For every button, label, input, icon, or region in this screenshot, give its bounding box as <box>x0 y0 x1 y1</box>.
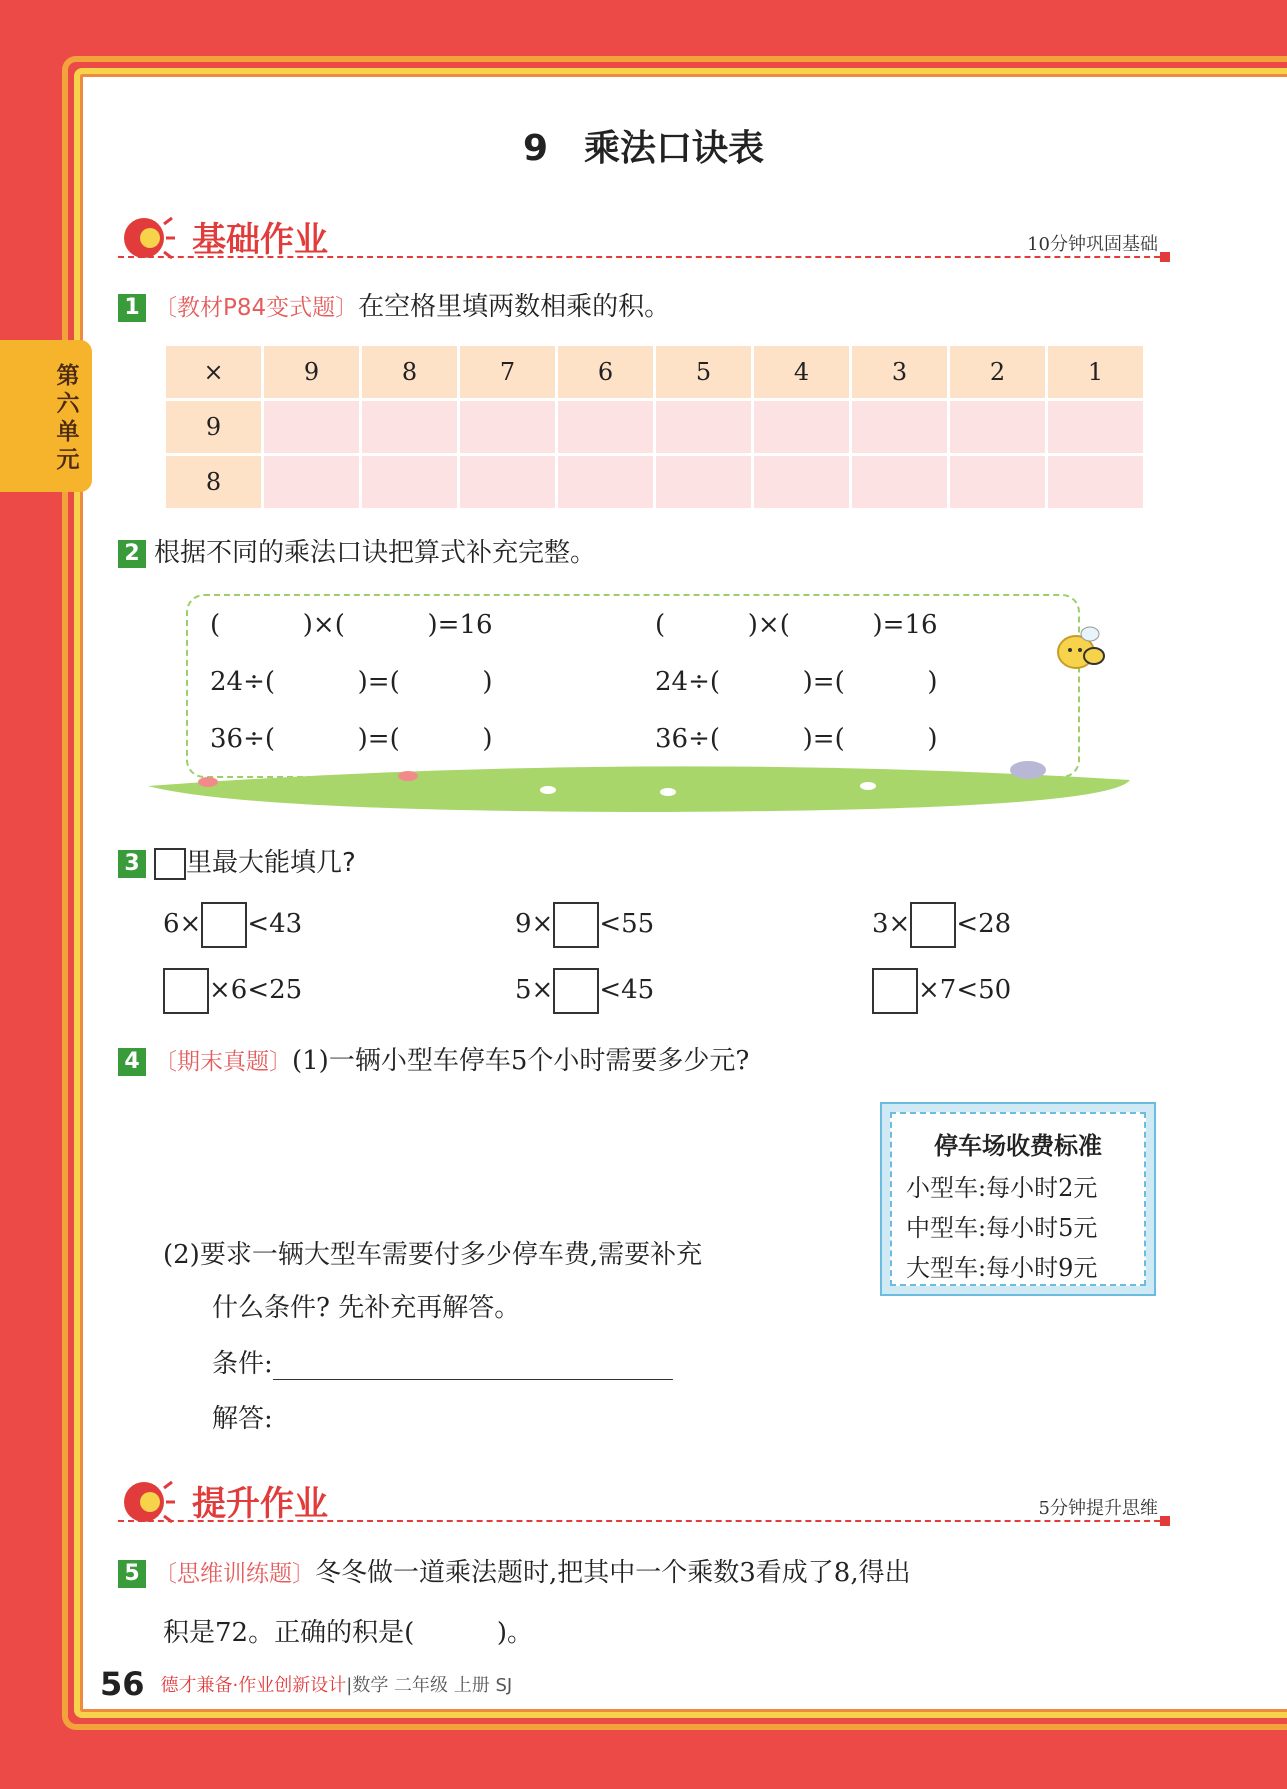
table-header-cell: 1 <box>1048 346 1143 398</box>
answer-cell[interactable] <box>362 401 457 453</box>
q2-right-line-1: ( )×( )=16 <box>655 610 938 640</box>
parking-fee-line: 中型车:每小时5元 <box>906 1214 1098 1242</box>
grass-decoration <box>148 756 1130 812</box>
question-4-prompt <box>118 1044 749 1079</box>
question-1-text: 在空格里填两数相乘的积。 <box>358 292 671 322</box>
answer-box[interactable] <box>201 902 247 948</box>
question-4-part2b: 什么条件? 先补充再解答。 <box>212 1293 521 1323</box>
table-row-label: 9 <box>166 401 261 453</box>
q3-item-post: <43 <box>247 909 303 939</box>
question-2-prompt <box>118 536 596 570</box>
q3-item-pre: 3× <box>872 909 911 939</box>
q3-item <box>515 902 654 948</box>
page-number: 56 <box>100 1665 145 1703</box>
q3-item-post: <28 <box>956 909 1012 939</box>
answer-cell[interactable] <box>950 401 1045 453</box>
condition-row <box>212 1343 673 1380</box>
q3-item-post: <55 <box>599 909 655 939</box>
parking-fee-line: 大型车:每小时9元 <box>906 1254 1098 1282</box>
question-5-number: 5 <box>118 1560 146 1588</box>
parking-fee-title: 停车场收费标准 <box>934 1132 1102 1160</box>
question-5-text: 冬冬做一道乘法题时,把其中一个乘数3看成了8,得出 <box>315 1558 911 1588</box>
page-footer <box>100 1665 512 1703</box>
q3-item <box>872 968 1011 1014</box>
footer-brand: 德才兼备·作业创新设计 <box>160 1675 347 1696</box>
question-4-part2a: (2)要求一辆大型车需要付多少停车费,需要补充 <box>163 1240 703 1270</box>
answer-box[interactable] <box>910 902 956 948</box>
condition-label: 条件: <box>212 1349 273 1379</box>
unit-tab-label: 第六单元 <box>56 363 80 473</box>
table-header-cell: 6 <box>558 346 653 398</box>
answer-box[interactable] <box>553 968 599 1014</box>
section-advanced-header <box>118 1474 1158 1528</box>
footer-meta: |数学 二年级 上册 SJ <box>346 1675 513 1696</box>
unit-tab <box>0 340 92 492</box>
question-3-text: 里最大能填几? <box>186 848 356 878</box>
answer-cell[interactable] <box>852 401 947 453</box>
multiplication-table <box>163 343 1146 511</box>
answer-cell[interactable] <box>1048 401 1143 453</box>
parking-fee-inner <box>890 1112 1146 1286</box>
answer-cell[interactable] <box>558 401 653 453</box>
question-2-text: 根据不同的乘法口诀把算式补充完整。 <box>154 538 597 568</box>
section-advanced-sub: 5分钟提升思维 <box>1038 1498 1158 1519</box>
answer-cell[interactable] <box>558 456 653 508</box>
table-header-cell: 7 <box>460 346 555 398</box>
table-header-cell: 8 <box>362 346 457 398</box>
answer-box[interactable] <box>553 902 599 948</box>
blank-box-icon <box>154 848 186 880</box>
answer-cell[interactable] <box>656 456 751 508</box>
question-3-prompt <box>118 846 356 880</box>
table-row <box>166 456 1143 508</box>
answer-cell[interactable] <box>754 401 849 453</box>
question-1-prompt <box>118 290 670 325</box>
section-basic-header <box>118 210 1158 264</box>
condition-input[interactable] <box>273 1351 673 1380</box>
section-basic-sub: 10分钟巩固基础 <box>1027 234 1158 255</box>
parking-fee-line: 小型车:每小时2元 <box>906 1174 1098 1202</box>
table-row-label: 8 <box>166 456 261 508</box>
question-5-text2: 积是72。正确的积是( )。 <box>163 1618 534 1648</box>
table-header-cell: 5 <box>656 346 751 398</box>
q3-item-pre: 5× <box>515 975 554 1005</box>
table-header-row <box>166 346 1143 398</box>
answer-cell[interactable] <box>362 456 457 508</box>
answer-label: 解答: <box>212 1404 273 1434</box>
question-1-number: 1 <box>118 294 146 322</box>
table-header-cell: 4 <box>754 346 849 398</box>
answer-cell[interactable] <box>852 456 947 508</box>
answer-cell[interactable] <box>460 401 555 453</box>
answer-box[interactable] <box>163 968 209 1014</box>
section-basic-divider <box>118 256 1170 258</box>
q3-item-post: ×6<25 <box>209 975 303 1005</box>
q2-right-line-2: 24÷( )=( ) <box>655 667 938 697</box>
table-header-cell: 2 <box>950 346 1045 398</box>
answer-box[interactable] <box>872 968 918 1014</box>
question-4-part1: (1)一辆小型车停车5个小时需要多少元? <box>292 1046 750 1076</box>
question-5-prompt <box>118 1556 911 1591</box>
q2-left-line-1: ( )×( )=16 <box>210 610 493 640</box>
answer-cell[interactable] <box>264 456 359 508</box>
q2-right-line-3: 36÷( )=( ) <box>655 724 938 754</box>
q3-item-pre: 9× <box>515 909 554 939</box>
q2-left-line-2: 24÷( )=( ) <box>210 667 493 697</box>
table-header-cell: 3 <box>852 346 947 398</box>
q3-item <box>515 968 654 1014</box>
q2-left-line-3: 36÷( )=( ) <box>210 724 493 754</box>
answer-cell[interactable] <box>950 456 1045 508</box>
answer-cell[interactable] <box>1048 456 1143 508</box>
q3-item <box>163 968 302 1014</box>
q3-item <box>163 902 302 948</box>
parking-fee-card <box>880 1102 1156 1296</box>
answer-cell[interactable] <box>754 456 849 508</box>
answer-cell[interactable] <box>656 401 751 453</box>
bee-icon <box>1050 620 1110 680</box>
section-advanced-divider <box>118 1520 1170 1522</box>
question-3-number: 3 <box>118 850 146 878</box>
section-basic-label: 基础作业 <box>192 220 328 260</box>
question-4-number: 4 <box>118 1048 146 1076</box>
page-title: 9 乘法口诀表 <box>522 128 765 169</box>
question-2-number: 2 <box>118 540 146 568</box>
section-advanced-label: 提升作业 <box>192 1484 328 1524</box>
answer-cell[interactable] <box>460 456 555 508</box>
q3-item <box>872 902 1011 948</box>
q3-item-post: ×7<50 <box>918 975 1012 1005</box>
q3-item-post: <45 <box>599 975 655 1005</box>
question-4-tag: 〔期末真题〕 <box>154 1049 292 1075</box>
question-5-tag: 〔思维训练题〕 <box>154 1561 315 1587</box>
table-row <box>166 401 1143 453</box>
answer-cell[interactable] <box>264 401 359 453</box>
q3-item-pre: 6× <box>163 909 202 939</box>
table-header-cell: 9 <box>264 346 359 398</box>
question-1-tag: 〔教材P84变式题〕 <box>154 295 359 321</box>
table-header-cell: × <box>166 346 261 398</box>
